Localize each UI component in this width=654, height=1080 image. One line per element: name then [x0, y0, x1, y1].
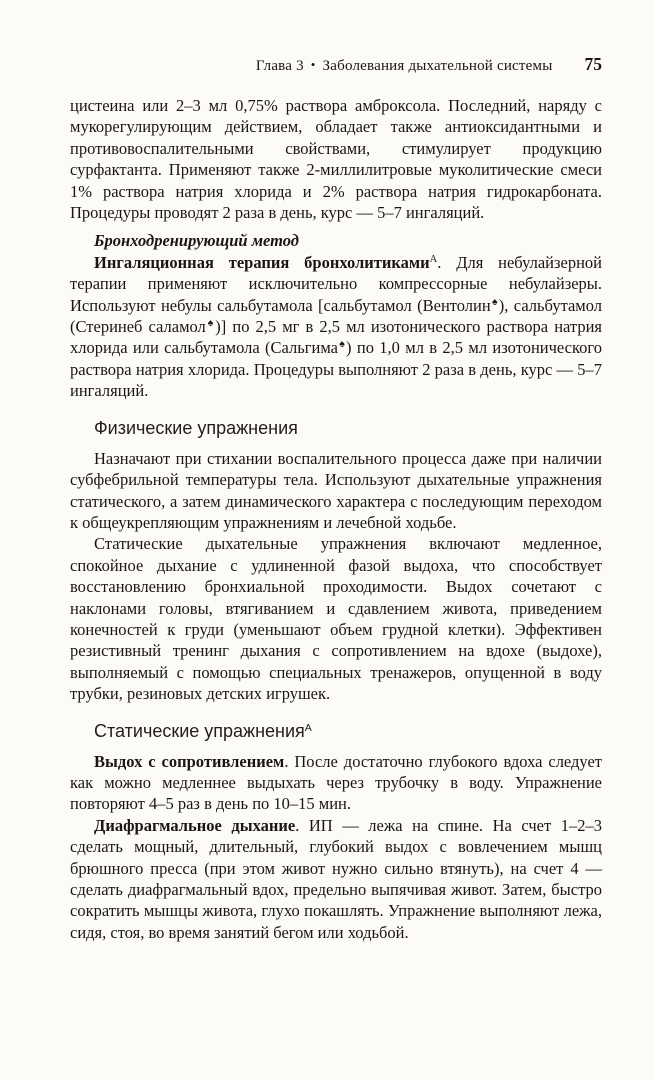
paragraph-text: ), сальбутамол (Стеринеб саламол — [70, 295, 603, 337]
trade-name-marker: ♠ — [205, 318, 216, 330]
paragraph-text: ) по 1,0 мл в 2,5 мл изотонического раствора натрия хлорида. Процедуры выполняют 2 раза в день, курс — 5–7 ингаляций. — [70, 338, 602, 401]
heading-bronchodraining-method: Бронходренирующий метод — [94, 231, 299, 251]
paragraph-ambroxol-continuation: цистеина или 2–3 мл 0,75% раствора амброксола. Последний, наряду с мукорегулирующим действием, обладает также антиоксидантными и противовоспалительными свойствами, стимулирует продукцию сурфактанта. Применяют также 2-миллилитровые муколитические смеси 1% раствора натрия хлорида и 2% раствора натрия гидрокарбоната. Процедуры проводят 2 раза в день, курс — 5–7 ингаляций. — [70, 96, 602, 223]
chapter-label: Глава 3 — [255, 58, 304, 74]
paragraph-exhale-with-resistance — [70, 751, 602, 815]
paragraph-text: . ИП — лежа на спине. На счет 1–2–3 сделать мощный, длительный, глубокий выдох с вовлечением мышц брюшного пресса (при этом живот нужно сильно втянуть), на счет 4 — сделать диафрагмальный вдох, предельно выпячивая живот. Затем, быстро сократить мышцы живота, глухо покашлять. Упражнение выполняют лежа, сидя, стоя, во время занятий бегом или ходьбой. — [70, 815, 602, 942]
paragraph-lead-bold: Выдох с сопротивлением — [94, 751, 285, 771]
paragraph-diaphragmatic-breathing — [70, 815, 602, 943]
page-number: 75 — [584, 54, 602, 74]
paragraph-text: . Для небулайзерной терапии применяют исключительно компрессорные небулайзеры. Используют небулы сальбутамола [сальбутамол (Вентолин — [70, 252, 602, 315]
heading-text: Статические упражнения — [94, 720, 305, 741]
paragraph-prescription-conditions: Назначают при стихании воспалительного процесса даже при наличии субфебрильной температуры тела. Используют дыхательные упражнения статического, а затем динамического характера с последующим переходом к общеукрепляющим упражнениям и лечебной ходьбе. — [70, 448, 602, 532]
running-head — [70, 54, 602, 75]
running-head-text — [256, 58, 553, 75]
evidence-level-marker: А — [429, 253, 438, 265]
evidence-level-marker: А — [304, 721, 312, 734]
paragraph-inhalation-bronchodilators — [70, 252, 602, 402]
trade-name-marker: ♠ — [337, 339, 347, 351]
paragraph-text: )] по 2,5 мг в 2,5 мл изотонического раствора натрия хлорида или сальбутамола (Сальгима — [70, 317, 603, 358]
chapter-title: Заболевания дыхательной системы — [322, 58, 553, 74]
paragraph-text: . После достаточно глубокого вдоха следует как можно медленнее выдыхать через трубочку в воду. Упражнение повторяют 4–5 раз в день по 10–15 мин. — [70, 751, 603, 814]
heading-static-exercises — [70, 720, 602, 742]
paragraph-static-breathing-exercises: Статические дыхательные упражнения включают медленное, спокойное дыхание с удлиненной фазой выдоха, что способствует восстановлению бронхиальной проходимости. Выдох сочетают с наклонами головы, втягиванием и сдавлением живота, приведением конечностей к груди (уменьшают объем грудной клетки). Эффективен резистивный тренинг дыхания с сопротивлением на вдохе (выдохе), выполняемый с помощью специальных тренажеров, опущенной в воду трубки, резиновых детских игрушек. — [70, 534, 602, 704]
heading-physical-exercises: Физические упражнения — [94, 417, 298, 438]
page-body — [70, 95, 602, 943]
trade-name-marker: ♠ — [490, 296, 499, 308]
paragraph-lead-bold: Ингаляционная терапия бронхолитиками — [94, 252, 430, 272]
paragraph-lead-bold: Диафрагмальное дыхание — [94, 815, 296, 835]
bullet-separator-icon: • — [310, 57, 316, 72]
